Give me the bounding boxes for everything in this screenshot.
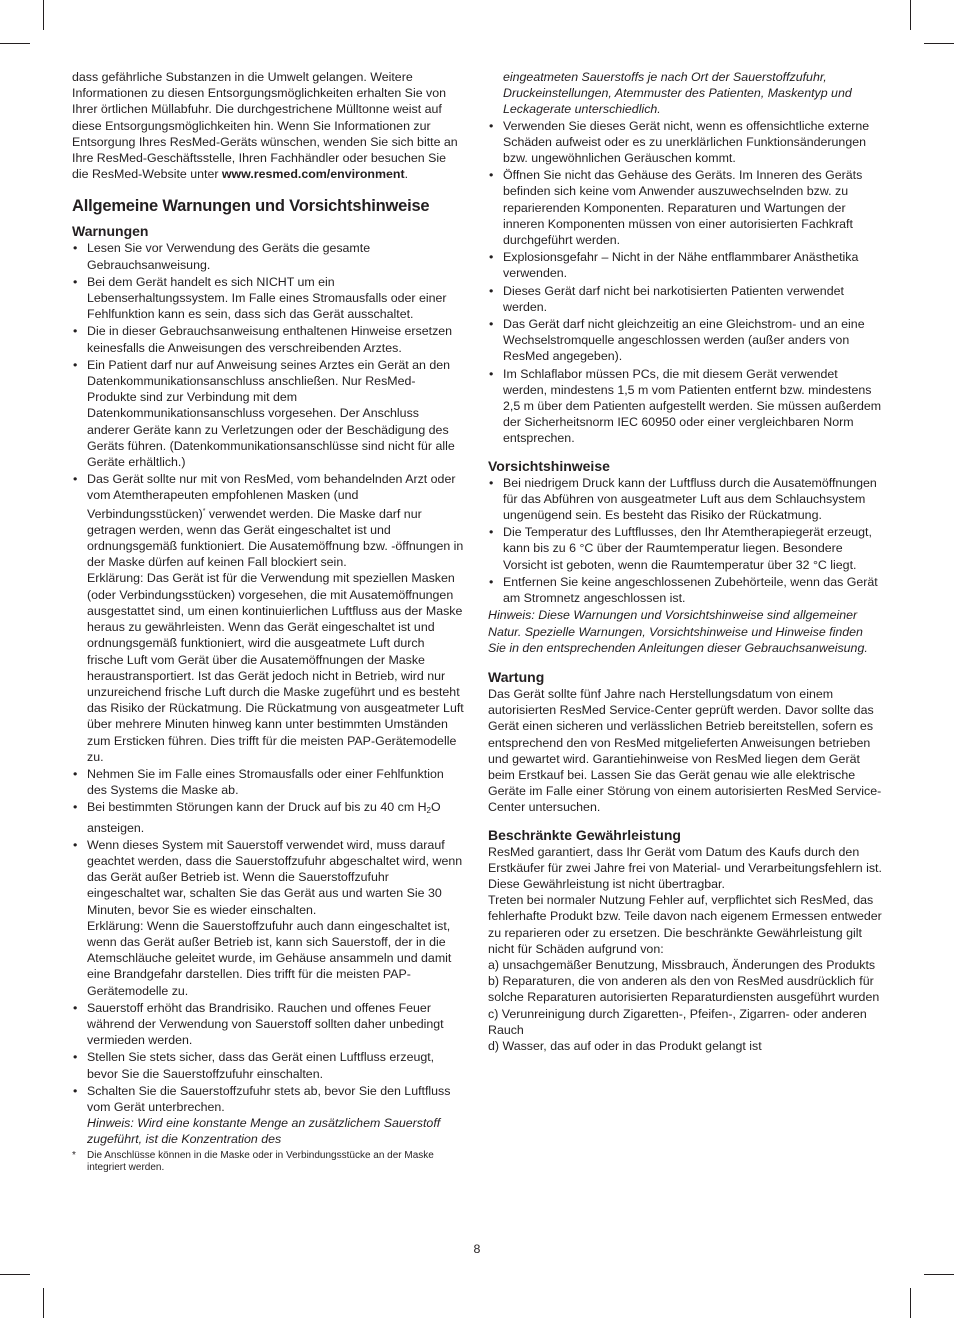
warning-text: Verwenden Sie dieses Gerät nicht, wenn es offensichtliche externe Schäden aufweist oder es zu unerklärlichen Funktionsänderungen bzw. ungewöhnlichen Geräuschen kommt.: [503, 118, 870, 166]
warranty-heading: Beschränkte Gewährleistung: [488, 826, 681, 843]
warning-item: [72, 799, 464, 835]
warning-text: Ein Patient darf nur auf Anweisung seines Arztes ein Gerät an den Datenkommunikationsanschluss anschließen. Nur ResMed-Produkte sind zur Verbindung mit dem Datenkommunikationsanschluss vorgesehen. Der Anschluss anderer Geräte kann zu Verletzungen oder der Beschädigung des Geräts führen. (Datenkommunikationsanschlüsse sind nicht für alle Geräte erhältlich.): [87, 357, 455, 470]
footnote: [72, 1150, 464, 1175]
warning-text: Im Schlaflabor müssen PCs, die mit diesem Gerät verwendet werden, mindestens 1,5 m vom Patienten entfernt bzw. mindestens 2,5 m über dem Patienten aufgestellt werden. Sie müssen außerdem der Sicherheitsnorm IEC 60950 oder einer vergleichbaren Norm entsprechen.: [503, 366, 882, 446]
warning-item: [72, 1000, 464, 1049]
warranty-paragraph: ResMed garantiert, dass Ihr Gerät vom Datum des Kaufs durch den Erstkäufer für zwei Jahre frei von Material- und Verarbeitungsfehlern ist. Diese Gewährleistung ist nicht übertragbar.: [488, 844, 882, 891]
note-text: Wird eine konstante Menge an zusätzlichem Sauerstoff zugeführt, ist die Konzentration des: [87, 1116, 441, 1147]
caution-text: Bei niedrigem Druck kann der Luftfluss durch die Ausatemöffnungen für das Abführen von ausgeatmeter Luft aus dem Schlauchsystem ungenügend sein. Es besteht das Risiko der Rückatmung.: [503, 475, 877, 523]
warning-item: [72, 357, 464, 470]
footnote-text: Die Anschlüsse können in die Maske oder in Verbindungsstücke an der Maske integriert werden.: [87, 1149, 434, 1174]
warranty-exclusion: a) unsachgemäßer Benutzung, Missbrauch, Änderungen des Produkts: [488, 957, 876, 972]
crop-mark-bottom-left-v: [43, 1288, 44, 1318]
warning-text: Wenn dieses System mit Sauerstoff verwendet wird, muss darauf geachtet werden, dass die Sauerstoffzufuhr abgeschaltet wird, wenn das Gerät außer Betrieb ist. Wenn die Sauerstoffzufuhr eingeschaltet war, schalten Sie das Gerät aus und warten Sie 30 Minuten, bevor Sie es wieder einschalten.: [87, 837, 463, 917]
warnings-list: [72, 240, 464, 1147]
crop-mark-bottom-left-h: [0, 1274, 30, 1275]
note-label: Hinweis:: [87, 1116, 134, 1131]
note-text: Diese Warnungen und Vorsichtshinweise sind allgemeiner Natur. Spezielle Warnungen, Vorsichtshinweise und Hinweise finden Sie in den entsprechenden Anleitungen dieser Gebrauchsanweisung.: [488, 608, 868, 655]
warning-text: Das Gerät darf nicht gleichzeitig an eine Gleichstrom- und an eine Wechselstromquelle angeschlossen werden (außer anders von ResMed angegeben).: [503, 317, 865, 364]
crop-mark-bottom-right-v: [910, 1288, 911, 1318]
explanation: [87, 570, 464, 764]
subscript: 2: [426, 806, 431, 816]
warning-text: Bei dem Gerät handelt es sich NICHT um ein Lebenserhaltungssystem. Im Falle eines Stromausfalls oder einer Fehlfunktion kann es sein, dass sich das Gerät ausschaltet.: [87, 274, 447, 322]
warning-item: [488, 316, 883, 365]
warning-item: [72, 1049, 464, 1081]
warning-text: verwendet werden. Die Maske darf nur getragen werden, wenn das Gerät eingeschaltet ist und ordnungsgemäß funktioniert. Die Ausatemöffnung bzw. -öffnungen in der Maske dürfen auf keinen Fall blockiert sein.: [87, 506, 464, 570]
warning-text: Dieses Gerät darf nicht bei narkotisierten Patienten verwendet werden.: [503, 283, 844, 314]
section-heading-warnings-cautions: Allgemeine Warnungen und Vorsichtshinweise: [72, 197, 430, 216]
warning-text: Bei bestimmten Störungen kann der Druck auf bis zu 40 cm H: [87, 800, 427, 815]
warning-text: Die in dieser Gebrauchsanweisung enthaltenen Hinweise ersetzen keinesfalls die Anweisungen des verschreibenden Arztes.: [87, 324, 453, 355]
crop-mark-top-right-v: [910, 0, 911, 30]
warning-item: [72, 240, 464, 272]
explanation-label: Erklärung:: [87, 571, 144, 586]
warning-text: Stellen Sie stets sicher, dass das Gerät einen Luftfluss erzeugt, bevor Sie die Sauerstoffzufuhr einschalten.: [87, 1050, 435, 1081]
maintenance-text: Das Gerät sollte fünf Jahre nach Herstellungsdatum von einem autorisierten ResMed Service-Center geprüft werden. Davor sollte das Gerät einen sicheren und verlässlichen Betrieb bereitstellen, sofern es entsprechend den von ResMed mitgelieferten Anweisungen betrieben und gewartet wird. Garantiehinweise von ResMed liegen dem Gerät beim Erstkauf bei. Lassen Sie das Gerät genau wie alle elektrische Geräte im Falle einer Störung von einem autorisierten ResMed Service-Center untersuchen.: [488, 686, 882, 815]
note: [87, 1115, 464, 1147]
warning-item: [72, 471, 464, 765]
note-label: Hinweis:: [488, 608, 535, 623]
explanation-label: Erklärung:: [87, 918, 144, 933]
warning-item: [488, 249, 883, 281]
warning-text: O ansteigen.: [87, 800, 441, 835]
warning-item: [72, 837, 464, 999]
caution-text: Die Temperatur des Luftflusses, den Ihr Atemtherapiegerät erzeugt, kann bis zu 6 °C über der Raumtemperatur liegen. Besondere Vorsicht ist geboten, wenn die Raumtemperatur über 32 °C liegt.: [503, 525, 872, 572]
crop-mark-top-left-v: [43, 0, 44, 30]
caution-item: [488, 475, 883, 524]
warnings-heading: Warnungen: [72, 223, 149, 240]
crop-mark-top-right-h: [924, 43, 954, 44]
warning-text: Sauerstoff erhöht das Brandrisiko. Rauchen und offenes Feuer während der Verwendung von Sauerstoff sollten daher unbedingt vermieden werden.: [87, 1000, 444, 1048]
crop-mark-top-left-h: [0, 43, 30, 44]
explanation-text: Das Gerät ist für die Verwendung mit speziellen Masken (oder Verbindungsstücken) vorgesehen, die mit Ausatemöffnungen ausgestattet sind, um einen kontinuierlichen Luftfluss aus der Maske heraus zu gewährleisten. Wenn das Gerät eingeschaltet ist und ordnungsgemäß funktioniert, wird die ausgeatmete Luft durch frische Luft vom Gerät über die Ausatemöffnungen der Maske heraustransportiert. Ist das Gerät jedoch nicht in Betrieb, wird nur unzureichend frische Luft durch die Maske zugeführt und es besteht das Risiko der Rückatmung. Die Rückatmung von ausgeatmeter Luft über mehrere Minuten hinweg kann unter bestimmten Umständen zum Ersticken führen. Dies trifft für die meisten PAP-Gerätemodelle zu.: [87, 571, 464, 764]
explanation: [87, 918, 464, 999]
footnote-reference: *: [202, 507, 206, 515]
warning-text: Nehmen Sie im Falle eines Stromausfalls oder einer Fehlfunktion des Systems die Maske ab.: [87, 766, 444, 798]
environment-url[interactable]: www.resmed.com/environment: [221, 167, 405, 182]
warning-item: [488, 366, 883, 447]
warning-text: Explosionsgefahr – Nicht in der Nähe entflammbarer Anästhetika verwenden.: [503, 250, 859, 281]
intro-end: .: [404, 167, 409, 182]
intro-text: dass gefährliche Substanzen in die Umwelt gelangen. Weitere Informationen zu diesen Entsorgungsmöglichkeiten erhalten Sie von Ihrer örtlichen Müllabfuhr. Die durchgestrichene Mülltonne weist auf diese Entsorgungsmöglichkeiten hin. Wenn Sie Informationen zur Entsorgung Ihres ResMed-Geräts wünschen, wenden Sie sich bitte an Ihre ResMed-Geschäftsstelle, Ihren Fachhändler oder besuchen Sie die ResMed-Website unter: [72, 70, 458, 182]
left-column: [72, 69, 464, 1175]
warning-item: [488, 167, 883, 248]
warranty-exclusion: c) Verunreinigung durch Zigaretten-, Pfeifen-, Zigarren- oder anderen Rauch: [488, 1006, 867, 1037]
warning-item: [72, 323, 464, 355]
caution-text: Entfernen Sie keine angeschlossenen Zubehörteile, wenn das Gerät am Stromnetz angeschlossen ist.: [503, 574, 878, 606]
cautions-heading: Vorsichtshinweise: [488, 457, 610, 474]
warranty-exclusion: b) Reparaturen, die von anderen als den von ResMed ausdrücklich für solche Reparaturen autorisierten Reparaturdiensten ausgeführt wurden: [488, 974, 880, 1005]
warnings-list-continued: [488, 118, 883, 447]
warranty-paragraph: Treten bei normaler Nutzung Fehler auf, verpflichtet sich ResMed, das fehlerhafte Produkt bzw. Teile davon nach eigenem Ermessen entweder zu reparieren oder zu ersetzen. Die beschränkte Gewährleistung gilt nicht für Schäden aufgrund von:: [488, 893, 882, 956]
warning-text: Schalten Sie die Sauerstoffzufuhr stets ab, bevor Sie den Luftfluss vom Gerät unterbrechen.: [87, 1083, 451, 1114]
warning-text: Das Gerät sollte nur mit von ResMed, vom behandelnden Arzt oder vom Atemtherapeuten empfohlenen Masken (und Verbindungsstücken): [87, 472, 456, 521]
warning-item: [488, 118, 883, 167]
warning-item: [72, 766, 464, 798]
caution-item: [488, 574, 883, 606]
warranty-exclusion: d) Wasser, das auf oder in das Produkt gelangt ist: [488, 1038, 762, 1053]
cautions-list: [488, 475, 883, 607]
maintenance-heading: Wartung: [488, 668, 545, 685]
warning-item: [488, 283, 883, 315]
note-continuation: eingeatmeten Sauerstoffs je nach Ort der Sauerstoffzufuhr, Druckeinstellungen, Atemmuster des Patienten, Maskentyp und Leckagerate unterschiedlich.: [503, 70, 852, 117]
right-column: [488, 69, 883, 1054]
intro-paragraph: [72, 69, 464, 182]
caution-item: [488, 524, 883, 573]
warning-item: [72, 274, 464, 323]
page-number: 8: [473, 1242, 481, 1256]
warning-text: Öffnen Sie nicht das Gehäuse des Geräts. Im Inneren des Geräts befinden sich keine vom Anwender auszuwechselnden bzw. zu reparierenden Komponenten. Reparaturen und Wartungen der inneren Komponenten müssen von einer autorisierten Fachkraft durchgeführt werden.: [503, 168, 863, 248]
general-note: [488, 607, 883, 656]
warning-text: Lesen Sie vor Verwendung des Geräts die gesamte Gebrauchsanweisung.: [87, 241, 371, 272]
footnote-mark: *: [72, 1149, 76, 1161]
explanation-text: Wenn die Sauerstoffzufuhr auch dann eingeschaltet ist, wenn das Gerät außer Betrieb ist, kann sich Sauerstoff, der in die Atemschläuche geleitet wurde, im Gehäuse ansammeln und damit eine Brandgefahr darstellen. Dies trifft für die meisten PAP-Gerätemodelle zu.: [87, 918, 452, 998]
crop-mark-bottom-right-h: [924, 1274, 954, 1275]
warning-item: [72, 1083, 464, 1148]
